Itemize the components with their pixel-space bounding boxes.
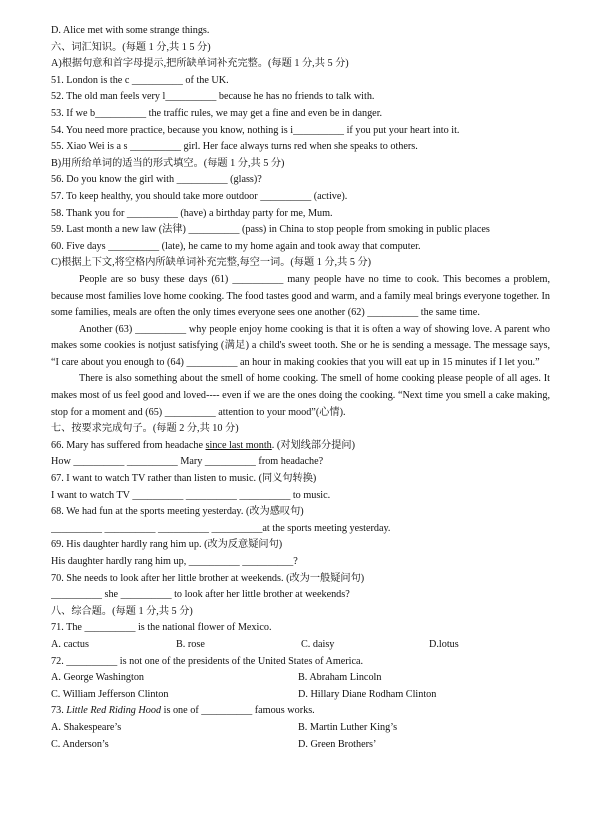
question-66: [51, 438, 550, 455]
options-71: [51, 637, 550, 654]
answer-line-67: I want to watch TV __________ __________ __________ to music.: [51, 489, 331, 501]
section-heading: 六、词汇知识。(每题 1 分,共 1 5 分): [51, 41, 211, 53]
option-d: D. Hillary Diane Rodham Clinton: [298, 688, 437, 700]
option-d: D. Green Brothers’: [298, 738, 377, 750]
option-b: B. Martin Luther King’s: [298, 721, 398, 733]
question-58: 58. Thank you for __________ (have) a birthday party for me, Mum.: [51, 207, 333, 219]
options-72-ab: [51, 670, 550, 687]
question-73-suffix: is one of __________ famous works.: [161, 705, 315, 717]
option-c: C. Anderson’s: [51, 738, 109, 750]
passage-paragraph: Another (63) __________ why people enjoy home cooking is that it is often a way of showing love. A parent who makes some cookies is notjust satisfying (满足) a child's sweet tooth. She or he is sending a message. The message says, “I care about you enough to (64) __________ an hour in making cookies that you will eat up in 15 minutes if I let you.”: [51, 323, 550, 368]
question-68: 68. We had fun at the sports meeting yesterday. (改为感叹句): [51, 506, 304, 518]
question-71: 71. The __________ is the national flower of Mexico.: [51, 622, 272, 634]
question-67: 67. I want to watch TV rather than listen to music. (同义句转换): [51, 473, 317, 485]
subsection-heading: A)根据句意和首字母提示,把所缺单词补充完整。(每题 1 分,共 5 分): [51, 58, 349, 70]
subsection-heading: B)用所给单词的适当的形式填空。(每题 1 分,共 5 分): [51, 157, 285, 169]
options-72-cd: [51, 687, 550, 704]
option-c: C. William Jefferson Clinton: [51, 688, 169, 700]
option-d: D.lotus: [429, 638, 459, 650]
answer-line-68: __________ __________ __________ __________at the sports meeting yesterday.: [51, 522, 391, 534]
options-73-ab: [51, 720, 550, 737]
answer-line-70: __________ she __________ to look after her little brother at weekends?: [51, 589, 350, 601]
question-60: 60. Five days __________ (late), he came to my home again and took away that computer.: [51, 240, 421, 252]
answer-line-66: How __________ __________ Mary __________ from headache?: [51, 456, 324, 468]
subsection-heading: C)根据上下文,将空格内所缺单词补充完整,每空一词。(每题 1 分,共 5 分): [51, 257, 372, 269]
section-eight: [51, 604, 550, 753]
question-54: 54. You need more practice, because you know, nothing is i__________ if you put your heart into it.: [51, 124, 460, 136]
option-line: D. Alice met with some strange things.: [51, 25, 210, 36]
passage-paragraph: There is also something about the smell of home cooking. The smell of home cooking please people of all ages. It makes most of us feel good and loved---- even if we are the ones doing the cooking. “Next time you smell a cake making, stop for a moment and (65) __________ attention to your mood”(心情).: [51, 373, 550, 418]
underlined-phrase: since last month: [205, 439, 272, 451]
cloze-passage: [51, 272, 550, 421]
option-a: A. Shakespeare’s: [51, 721, 122, 733]
section-heading: 八、综合题。(每题 1 分,共 5 分): [51, 605, 193, 617]
answer-line-69: His daughter hardly rang him up, __________ __________?: [51, 556, 298, 567]
question-66-instruction: . (对划线部分提问): [271, 439, 355, 451]
question-70: 70. She needs to look after her little brother at weekends. (改为一般疑问句): [51, 572, 365, 584]
option-a: A. George Washington: [51, 672, 145, 684]
option-a: A. cactus: [51, 638, 89, 650]
question-57: 57. To keep healthy, you should take more outdoor __________ (active).: [51, 190, 348, 202]
question-69: 69. His daughter hardly rang him up. (改为反意疑问句): [51, 539, 283, 551]
question-73-prefix: 73.: [51, 705, 67, 717]
passage-paragraph: People are so busy these days (61) __________ many people have no time to cook. This becomes a problem, because most families love home cooking. The food tastes good and warm, and a family meal brings everyone together. In some families, meals are often the only times everyone sees one another (62) __________ the same time.: [51, 273, 550, 319]
option-b: B. rose: [176, 638, 205, 650]
question-73: [51, 703, 550, 720]
question-66-prefix: 66. Mary has suffered from headache: [51, 439, 206, 451]
option-c: C. daisy: [301, 638, 335, 650]
section-seven: [51, 421, 550, 604]
section-heading: 七、按要求完成句子。(每题 2 分,共 10 分): [51, 423, 239, 435]
question-59: 59. Last month a new law (法律) __________ (pass) in China to stop people from smoking in public places: [51, 224, 490, 236]
question-55: 55. Xiao Wei is a s __________ girl. Her face always turns red when she speaks to others.: [51, 141, 418, 153]
options-73-cd: [51, 737, 550, 754]
question-53: 53. If we b__________ the traffic rules, we may get a fine and even be in danger.: [51, 107, 383, 119]
question-52: 52. The old man feels very l__________ because he has no friends to talk with.: [51, 91, 375, 103]
book-title: Little Red Riding Hood: [66, 705, 162, 717]
question-72: 72. __________ is not one of the presidents of the United States of America.: [51, 655, 364, 667]
question-51: 51. London is the c __________ of the UK.: [51, 74, 229, 86]
option-b: B. Abraham Lincoln: [298, 672, 382, 684]
top-section: [51, 23, 550, 272]
question-56: 56. Do you know the girl with __________ (glass)?: [51, 174, 262, 186]
